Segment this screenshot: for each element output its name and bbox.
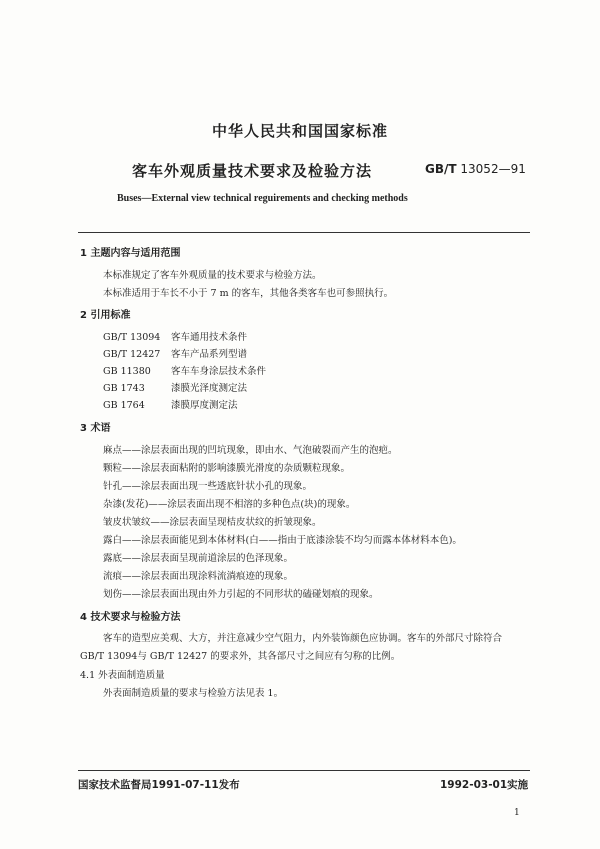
document-title: 客车外观质量技术要求及检验方法: [132, 162, 373, 180]
term-definition: 划伤——涂层表面出现由外力引起的不同形状的磕碰划痕的现象。: [103, 589, 379, 600]
reference-code: GB 1743: [103, 383, 145, 394]
section-1-line: 本标准规定了客车外观质量的技术要求与检验方法。: [103, 270, 322, 281]
reference-code: GB 11380: [103, 366, 151, 377]
section-4-heading: 4 技术要求与检验方法: [80, 612, 181, 623]
reference-item: [103, 363, 266, 377]
term-definition: 杂漆(发花)——涂层表面出现不相溶的多种色点(块)的现象。: [103, 499, 356, 510]
page-number: 1: [514, 808, 520, 818]
reference-code: GB/T 13094: [103, 332, 161, 343]
reference-title: 漆膜厚度测定法: [171, 400, 238, 411]
reference-item: [103, 380, 247, 394]
term-definition: 麻点——涂层表面出现的凹坑现象，即由水、气泡破裂而产生的泡疤。: [103, 445, 398, 456]
term-definition: 颗粒——涂层表面粘附的影响漆膜光滑度的杂质颗粒现象。: [103, 463, 351, 474]
section-4-paragraph: 客车的造型应美观、大方，并注意减少空气阻力，内外装饰颜色应协调。客车的外部尺寸除符合: [103, 633, 503, 644]
effective-date: 1992-03-01实施: [440, 779, 529, 791]
reference-code: GB/T 12427: [103, 349, 161, 360]
standard-prefix: GB/T: [425, 162, 457, 176]
national-standard-title: 中华人民共和国国家标准: [211, 122, 388, 140]
reference-title: 客车车身涂层技术条件: [171, 366, 267, 377]
reference-code: GB 1764: [103, 400, 145, 411]
term-definition: 流痕——涂层表面出现涂料流淌痕迹的现象。: [103, 571, 294, 582]
standard-code: [425, 162, 526, 176]
header-rule: [78, 232, 530, 233]
reference-title: 客车产品系列型谱: [171, 349, 248, 360]
reference-item: [103, 346, 247, 360]
issuer-line: 国家技术监督局1991-07-11发布: [78, 779, 240, 791]
section-4-paragraph: GB/T 13094与 GB/T 12427 的要求外，其各部尺寸之间应有匀称的比例。: [80, 651, 401, 662]
term-definition: 露白——涂层表面能见到本体材料(白——指由于底漆涂装不均匀而露本体材料本色)。: [103, 535, 462, 546]
standard-number: 13052—91: [460, 162, 526, 176]
term-definition: 针孔——涂层表面出现一些透底针状小孔的现象。: [103, 481, 313, 492]
section-2-heading: 2 引用标准: [80, 310, 131, 321]
english-title: Buses—External view technical reguirements and checking methods: [117, 193, 408, 204]
section-1-heading: 1 主题内容与适用范围: [80, 248, 181, 259]
subsection-4-1-line: 外表面制造质量的要求与检验方法见表 1。: [103, 688, 284, 699]
section-3-heading: 3 术语: [80, 423, 111, 434]
reference-title: 漆膜光泽度测定法: [171, 383, 248, 394]
reference-item: [103, 329, 247, 343]
reference-item: [103, 397, 238, 411]
footer-rule: [78, 770, 530, 771]
subsection-4-1-heading: 4.1 外表面制造质量: [80, 670, 165, 681]
section-1-line: 本标准适用于车长不小于 7 m 的客车，其他各类客车也可参照执行。: [103, 288, 394, 299]
reference-title: 客车通用技术条件: [171, 332, 248, 343]
term-definition: 皱皮状皱纹——涂层表面呈现桔皮状纹的折皱现象。: [103, 517, 322, 528]
term-definition: 露底——涂层表面呈现前道涂层的色泽现象。: [103, 553, 294, 564]
